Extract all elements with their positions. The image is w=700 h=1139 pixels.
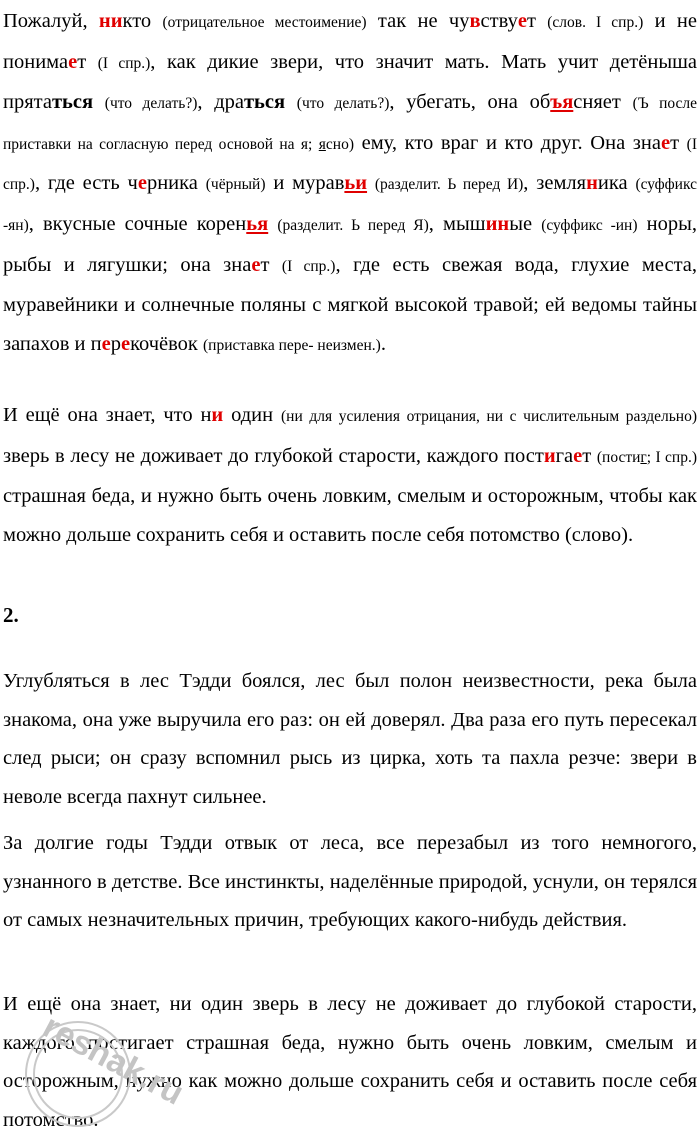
text-run: так не чу: [366, 10, 470, 32]
text-run: сно): [325, 135, 354, 153]
text-run: я: [318, 135, 326, 153]
text-run: ин: [485, 212, 510, 235]
text-run: т: [526, 10, 548, 32]
text-run: [268, 213, 277, 235]
text-run: н: [586, 172, 598, 195]
text-run: (чёрный): [205, 176, 266, 194]
text-run: р: [110, 332, 121, 355]
text-run: е: [137, 172, 147, 195]
text-run: т: [260, 253, 282, 276]
text-run: И ещё она знает, что н: [3, 404, 212, 426]
watermark-text: reshak.ru: [36, 1007, 190, 1113]
text-run: (суффикс -ян): [3, 176, 697, 234]
text-run: , как дикие звери, что значит мать. Мать учит детёныша прята: [3, 50, 697, 114]
text-run: , мыш: [428, 212, 486, 235]
text-run: сняет: [573, 91, 633, 114]
text-run: , вкусные сочные корен: [28, 212, 247, 235]
text-run: (слов. I спр.): [547, 14, 644, 31]
text-run: ья: [246, 212, 269, 235]
text-run: т: [582, 444, 597, 467]
text-run: га: [555, 444, 574, 467]
text-run: Углубляться в лес Тэдди боялся, лес был полон неизвестности, река была знакома, она уже выручила его раз: он ей доверял. Два раза его путь пересекал след рыси; он сразу вспомнил рысь из цирка, хоть та пахла резче: звери в неволе всегда пахнут сильнее.: [3, 670, 697, 808]
text-run: е: [573, 444, 583, 467]
text-run: ; I спр.): [646, 448, 697, 466]
text-run: (разделит. Ь перед Я): [277, 216, 429, 234]
paragraph-2: [3, 396, 697, 554]
text-run: и не понима: [3, 10, 697, 73]
text-run: кто: [122, 10, 163, 32]
text-run: [93, 91, 105, 113]
text-run: И ещё она знает, ни один зверь в лесу не доживает до глубокой старости, каждого постигает страшная беда, нужно быть очень ловким, смелым и осторожным, нужно как можно дольше сохранить себя и оставить после себя потомство.: [3, 993, 697, 1131]
text-run: т: [77, 50, 98, 73]
text-run: Пожалуй,: [3, 10, 99, 32]
text-run: е: [120, 332, 131, 355]
text-run: ые: [509, 212, 542, 235]
text-run: норы, рыбы и лягушки; она зна: [3, 212, 697, 276]
text-run: .: [380, 332, 386, 355]
text-run: ъя: [550, 91, 574, 114]
text-run: ни: [98, 10, 123, 32]
text-run: т: [670, 131, 687, 154]
text-run: (I спр.): [97, 54, 151, 72]
paragraph-5: [3, 985, 697, 1139]
text-run: (разделит. Ь перед И): [374, 176, 524, 194]
text-run: (Ъ после приставки на согласную перед основой на я;: [3, 95, 698, 153]
section-heading-2: 2.: [3, 603, 19, 627]
text-run: е: [517, 10, 527, 32]
text-run: е: [660, 131, 671, 154]
text-run: , дра: [197, 91, 244, 114]
text-run: ика: [597, 172, 636, 195]
text-run: е: [68, 50, 78, 73]
text-run: (приставка пере- неизмен.): [202, 336, 381, 354]
text-run: ьи: [344, 172, 368, 195]
text-run: , где есть свежая вода, глухие места, муравейники и солнечные поляны с мягкой высокой травой; ей ведомы тайны запахов и п: [3, 253, 697, 355]
paragraph-3: [3, 662, 697, 816]
text-run: (ни для усиления отрицания, ни с числительным раздельно): [280, 408, 698, 425]
text-run: , где есть ч: [34, 172, 138, 195]
text-run: (пости: [596, 448, 641, 466]
text-run: кочёвок: [130, 332, 203, 355]
paragraph-4: [3, 824, 697, 940]
text-run: и: [543, 444, 556, 467]
text-run: (что делать?): [296, 95, 390, 113]
text-run: (I спр.): [3, 135, 697, 194]
text-run: и: [211, 404, 224, 426]
text-run: ться: [243, 91, 286, 114]
text-run: ему, кто враг и кто друг. Она зна: [353, 131, 661, 154]
text-run: е: [251, 253, 261, 276]
text-run: в: [469, 10, 481, 32]
text-run: (что делать?): [104, 95, 198, 113]
text-run: За долгие годы Тэдди отвык от леса, все перезабыл из того немногого, узнанного в детстве. Все инстинкты, наделённые природой, уснули, он терялся от самых незначительных причин, требующих какого-нибудь действия.: [3, 832, 697, 932]
text-run: и мурав: [265, 172, 345, 195]
text-run: страшная беда, и нужно быть очень ловким, смелым и осторожным, чтобы как можно дольше сохранить себя и оставить после себя потомство (слово).: [3, 485, 697, 546]
text-run: (отрицательное местоимение): [162, 14, 367, 31]
text-run: (I спр.): [281, 257, 336, 275]
text-run: е: [101, 332, 111, 355]
text-run: , убегать, она об: [389, 91, 551, 114]
text-run: ться: [51, 91, 94, 114]
text-run: [367, 172, 375, 194]
text-run: рника: [146, 172, 206, 195]
text-run: ству: [480, 10, 518, 32]
text-run: г: [640, 448, 647, 466]
text-run: [285, 91, 297, 113]
text-run: (суффикс -ин): [541, 216, 638, 234]
text-run: , земля: [523, 172, 587, 195]
paragraph-1: [3, 2, 697, 365]
text-run: зверь в лесу не доживает до глубокой старости, каждого пост: [3, 444, 544, 467]
text-run: один: [223, 404, 281, 426]
